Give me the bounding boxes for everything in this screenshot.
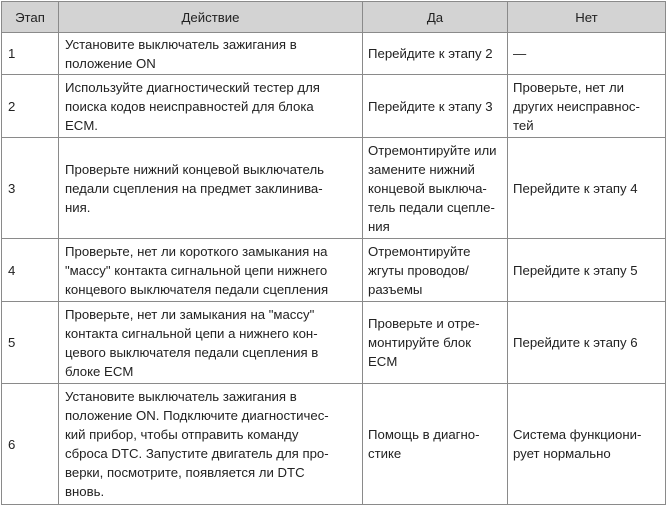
action-cell: Проверьте нижний концевой выключатель педали сцепления на предмет заклинива- ния.: [59, 138, 363, 239]
no-cell: Перейдите к этапу 5: [508, 239, 666, 302]
table-row: [2, 384, 666, 505]
table-row: [2, 75, 666, 138]
column-header-no: Нет: [508, 2, 666, 33]
yes-cell: Отремонтируйте жгуты проводов/ разъемы: [363, 239, 508, 302]
table-row: [2, 302, 666, 384]
action-cell: Проверьте, нет ли короткого замыкания на "массу" контакта сигнальной цепи нижнего концевого выключателя педали сцепления: [59, 239, 363, 302]
table-row: [2, 138, 666, 239]
step-number: 3: [2, 138, 59, 239]
no-cell: Система функциони- рует нормально: [508, 384, 666, 505]
table-row: [2, 239, 666, 302]
no-cell: Перейдите к этапу 6: [508, 302, 666, 384]
table-header: [2, 2, 666, 33]
action-cell: Установите выключатель зажигания в положение ON. Подключите диагностичес- кий прибор, чтобы отправить команду сброса DTC. Запустите двигатель для про- верки, посмотрите, появляется ли DTC вновь.: [59, 384, 363, 505]
step-number: 4: [2, 239, 59, 302]
action-cell: Проверьте, нет ли замыкания на "массу" контакта сигнальной цепи а нижнего кон- цевого выключателя педали сцепления в блоке ECM: [59, 302, 363, 384]
no-cell: Перейдите к этапу 4: [508, 138, 666, 239]
column-header-yes: Да: [363, 2, 508, 33]
step-number: 6: [2, 384, 59, 505]
yes-cell: Отремонтируйте или замените нижний концевой выключа- тель педали сцепле- ния: [363, 138, 508, 239]
yes-cell: Перейдите к этапу 2: [363, 33, 508, 75]
step-number: 2: [2, 75, 59, 138]
yes-cell: Перейдите к этапу 3: [363, 75, 508, 138]
table-header-row: [2, 2, 666, 33]
action-cell: Установите выключатель зажигания в положение ON: [59, 33, 363, 75]
table-row: [2, 33, 666, 75]
step-number: 5: [2, 302, 59, 384]
yes-cell: Проверьте и отре- монтируйте блок ECM: [363, 302, 508, 384]
column-header-step: Этап: [2, 2, 59, 33]
yes-cell: Помощь в диагно- стике: [363, 384, 508, 505]
column-header-action: Действие: [59, 2, 363, 33]
no-cell: Проверьте, нет ли других неисправнос- тей: [508, 75, 666, 138]
action-cell: Используйте диагностический тестер для поиска кодов неисправностей для блока ECM.: [59, 75, 363, 138]
diagnostic-steps-table: [1, 1, 666, 505]
table-body: [2, 33, 666, 505]
no-cell: —: [508, 33, 666, 75]
step-number: 1: [2, 33, 59, 75]
